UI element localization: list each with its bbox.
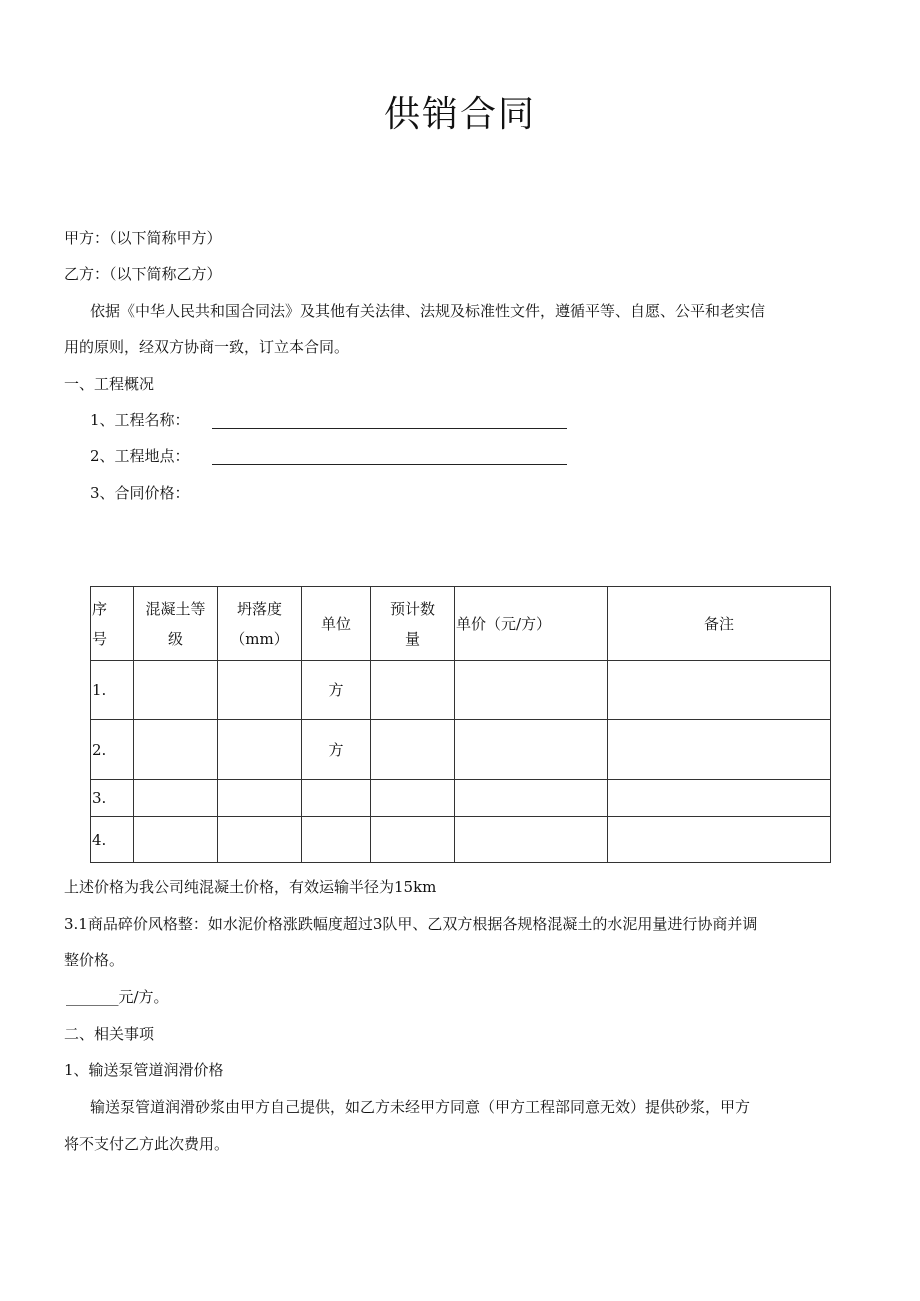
price-adjustment-line1: 3.1商品碎价风格整：如水泥价格涨跌幅度超过3队甲、乙双方根据各规格混凝土的水泥用量进行协商并调 bbox=[64, 915, 758, 933]
table-header-row bbox=[91, 587, 831, 661]
row-cell[interactable] bbox=[608, 720, 831, 780]
price-adjustment-line2: 整价格。 bbox=[64, 951, 125, 969]
header-est-quantity: 预计数 量 bbox=[371, 587, 455, 661]
header-seq: 序 号 bbox=[91, 587, 134, 661]
table-row bbox=[91, 661, 831, 720]
row-cell[interactable] bbox=[218, 661, 302, 720]
row-cell[interactable] bbox=[371, 817, 455, 863]
header-unit: 单位 bbox=[302, 587, 371, 661]
row-unit: 方 bbox=[302, 720, 371, 780]
row-cell[interactable] bbox=[608, 780, 831, 817]
row-cell[interactable] bbox=[455, 780, 608, 817]
document-title: 供销合同 bbox=[383, 94, 536, 135]
table-row bbox=[91, 720, 831, 780]
row-cell[interactable] bbox=[455, 661, 608, 720]
project-location-blank[interactable] bbox=[212, 450, 567, 465]
row-cell[interactable] bbox=[134, 817, 218, 863]
lubrication-paragraph-line1: 输送泵管道润滑砂浆由甲方自己提供，如乙方未经甲方同意（甲方工程部同意无效）提供砂浆，甲方 bbox=[90, 1098, 751, 1116]
row-cell[interactable] bbox=[608, 817, 831, 863]
row-cell[interactable] bbox=[371, 720, 455, 780]
basis-paragraph-line2: 用的原则，经双方协商一致，订立本合同。 bbox=[64, 338, 350, 356]
contract-price-label: 3、合同价格： bbox=[90, 484, 190, 502]
row-cell[interactable] bbox=[218, 780, 302, 817]
row-cell[interactable] bbox=[134, 661, 218, 720]
row-cell[interactable] bbox=[371, 661, 455, 720]
row-cell[interactable] bbox=[608, 661, 831, 720]
project-name-label: 1、工程名称： bbox=[90, 411, 190, 429]
header-remarks: 备注 bbox=[608, 587, 831, 661]
row-cell[interactable] bbox=[218, 720, 302, 780]
project-name-blank[interactable] bbox=[212, 414, 567, 429]
row-unit: 方 bbox=[302, 661, 371, 720]
row-cell[interactable] bbox=[134, 720, 218, 780]
price-note: 上述价格为我公司纯混凝土价格，有效运输半径为15km bbox=[64, 878, 437, 896]
section1-heading: 一、工程概况 bbox=[64, 375, 155, 393]
project-location-label: 2、工程地点： bbox=[90, 447, 190, 465]
unit-price-blank: _______元/方。 bbox=[66, 988, 169, 1006]
row-unit bbox=[302, 780, 371, 817]
row-seq: 3. bbox=[91, 780, 134, 817]
party-a-line: 甲方：（以下简称甲方） bbox=[64, 229, 222, 247]
table-row bbox=[91, 817, 831, 863]
row-cell[interactable] bbox=[455, 720, 608, 780]
row-cell[interactable] bbox=[371, 780, 455, 817]
section2-heading: 二、相关事项 bbox=[64, 1025, 155, 1043]
party-b-line: 乙方：（以下简称乙方） bbox=[64, 265, 222, 283]
row-seq: 2. bbox=[91, 720, 134, 780]
lubrication-paragraph-line2: 将不支付乙方此次费用。 bbox=[64, 1135, 230, 1153]
row-cell[interactable] bbox=[455, 817, 608, 863]
row-cell[interactable] bbox=[218, 817, 302, 863]
row-seq: 1. bbox=[91, 661, 134, 720]
table-row bbox=[91, 780, 831, 817]
row-cell[interactable] bbox=[134, 780, 218, 817]
row-seq: 4. bbox=[91, 817, 134, 863]
basis-paragraph-line1: 依据《中华人民共和国合同法》及其他有关法律、法规及标准性文件，遵循平等、自愿、公平和老实信 bbox=[90, 302, 766, 320]
row-unit bbox=[302, 817, 371, 863]
header-concrete-grade: 混凝土等 级 bbox=[134, 587, 218, 661]
header-slump: 坍落度 （mm） bbox=[218, 587, 302, 661]
header-unit-price: 单价（元/方） bbox=[455, 587, 608, 661]
pump-lubrication-heading: 1、输送泵管道润滑价格 bbox=[64, 1061, 224, 1079]
price-table bbox=[90, 586, 831, 863]
